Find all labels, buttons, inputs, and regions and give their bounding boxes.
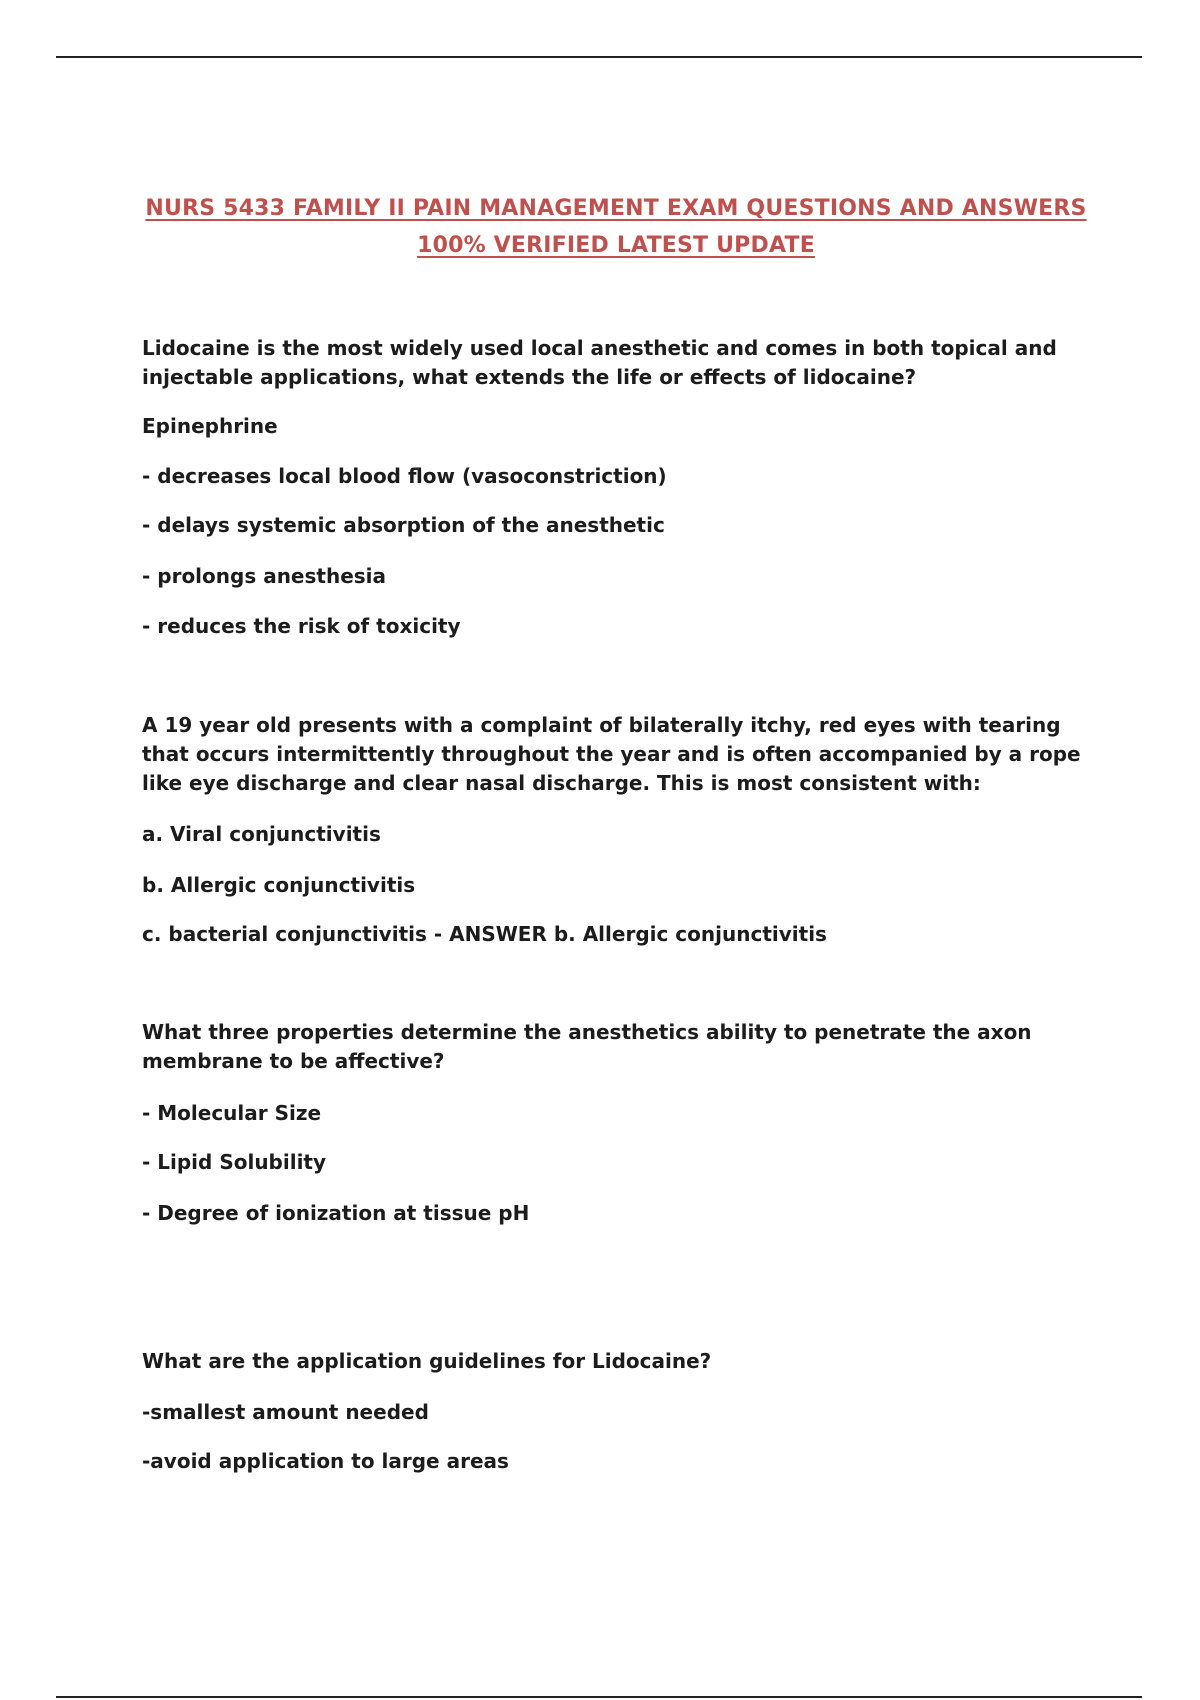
q3-point: - Degree of ionization at tissue pH [142,1201,530,1225]
title-line-1: NURS 5433 FAMILY II PAIN MANAGEMENT EXAM QUESTIONS AND ANSWERS [145,196,1087,221]
q4-point: -avoid application to large areas [142,1449,509,1473]
q4-question: What are the application guidelines for Lidocaine? [142,1349,712,1373]
q2-option-answer: c. bacterial conjunctivitis - ANSWER b. Allergic conjunctivitis [142,922,827,946]
q1-point: - decreases local blood flow (vasoconstriction) [142,464,667,488]
q3-point: - Lipid Solubility [142,1150,327,1174]
title-line-2: 100% VERIFIED LATEST UPDATE [417,233,815,258]
bottom-rule [56,1696,1142,1698]
q1-answer: Epinephrine [142,414,278,438]
q2-option: b. Allergic conjunctivitis [142,873,416,897]
document-title [0,190,1200,264]
q3-question: What three properties determine the anesthetics ability to penetrate the axon membrane to be affective? [142,1020,1032,1073]
q1-point: - reduces the risk of toxicity [142,614,461,638]
q1-question: Lidocaine is the most widely used local anesthetic and comes in both topical and injectable applications, what extends the life or effects of lidocaine? [142,336,1057,389]
q1-point: - prolongs anesthesia [142,564,387,588]
q2-question: A 19 year old presents with a complaint of bilaterally itchy, red eyes with tearing that occurs intermittently throughout the year and is often accompanied by a rope like eye discharge and clear nasal discharge. This is most consistent with: [142,713,1081,795]
q3-point: - Molecular Size [142,1101,322,1125]
q1-point: - delays systemic absorption of the anesthetic [142,513,665,537]
q2-option: a. Viral conjunctivitis [142,822,381,846]
top-rule [56,56,1142,58]
q4-point: -smallest amount needed [142,1400,429,1424]
